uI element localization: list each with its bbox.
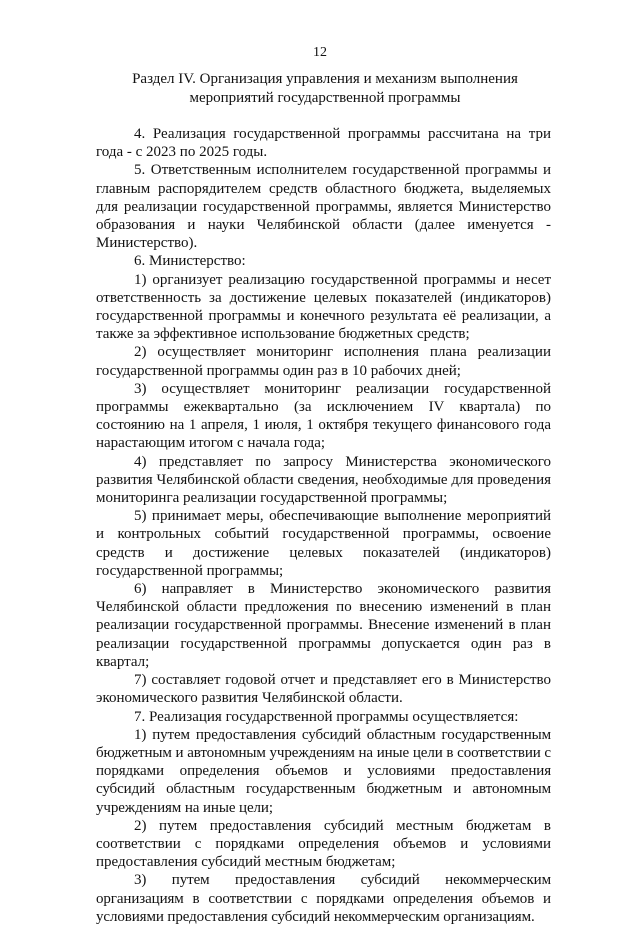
paragraph-6-item-5: 5) принимает меры, обеспечивающие выполнение мероприятий и контрольных событий государственной программы, освоение средств и достижение целевых показателей (индикаторов) государственной программы; <box>96 508 551 579</box>
document-body <box>96 125 551 926</box>
paragraph-6-item-6: 6) направляет в Министерство экономического развития Челябинской области предложения по внесению изменений в план реализации государственной программы. Внесение изменений в план реализации государственной программы допускается один раз в квартал; <box>96 581 551 670</box>
paragraph-6-item-1: 1) организует реализацию государственной программы и несет ответственность за достижение целевых показателей (индикаторов) государственной программы и конечного результата её реализации, а также за эффективное использование бюджетных средств; <box>96 271 551 343</box>
paragraph-7-item-3: 3) путем предоставления субсидий некоммерческим организациям в соответствии с порядками определения объемов и условиями предоставления субсидий некоммерческим организациям. <box>96 872 551 925</box>
paragraph-7-item-2: 2) путем предоставления субсидий местным бюджетам в соответствии с порядками определения объемов и условиями предоставления субсидий местным бюджетам; <box>96 817 551 871</box>
paragraph-7-item-1: 1) путем предоставления субсидий областным государственным бюджетным и автономным учреждениям на иные цели в соответствии с порядками определения объемов и условиями предоставления субсидий областным государственным бюджетным и автономным учреждениям на иные цели; <box>96 726 551 816</box>
paragraph-7-heading: 7. Реализация государственной программы осуществляется: <box>134 708 519 725</box>
paragraph-5: 5. Ответственным исполнителем государственной программы и главным распорядителем средств областного бюджета, выделяемых для реализации государственной программы, является Министерство образования и науки Челябинской области (далее именуется - Министерство). <box>96 162 551 252</box>
paragraph-6-item-7: 7) составляет годовой отчет и представляет его в Министерство экономического развития Челябинской области. <box>96 672 551 707</box>
paragraph-6-item-4: 4) представляет по запросу Министерства экономического развития Челябинской области сведения, необходимые для проведения мониторинга реализации государственной программы; <box>96 453 551 507</box>
page-number: 12 <box>313 45 327 60</box>
paragraph-6-item-3: 3) осуществляет мониторинг реализации государственной программы ежеквартально (за исключением IV квартала) по состоянию на 1 апреля, 1 июля, 1 октября текущего финансового года нарастающим итогом с начала года; <box>96 380 551 452</box>
section-title: Раздел IV. Организация управления и механизм выполнения мероприятий государственной программы <box>132 71 518 106</box>
paragraph-4: 4. Реализация государственной программы рассчитана на три года - с 2023 по 2025 годы. <box>96 126 551 161</box>
paragraph-6-heading: 6. Министерство: <box>134 253 246 270</box>
paragraph-6-item-2: 2) осуществляет мониторинг исполнения плана реализации государственной программы один раз в 10 рабочих дней; <box>96 344 551 379</box>
